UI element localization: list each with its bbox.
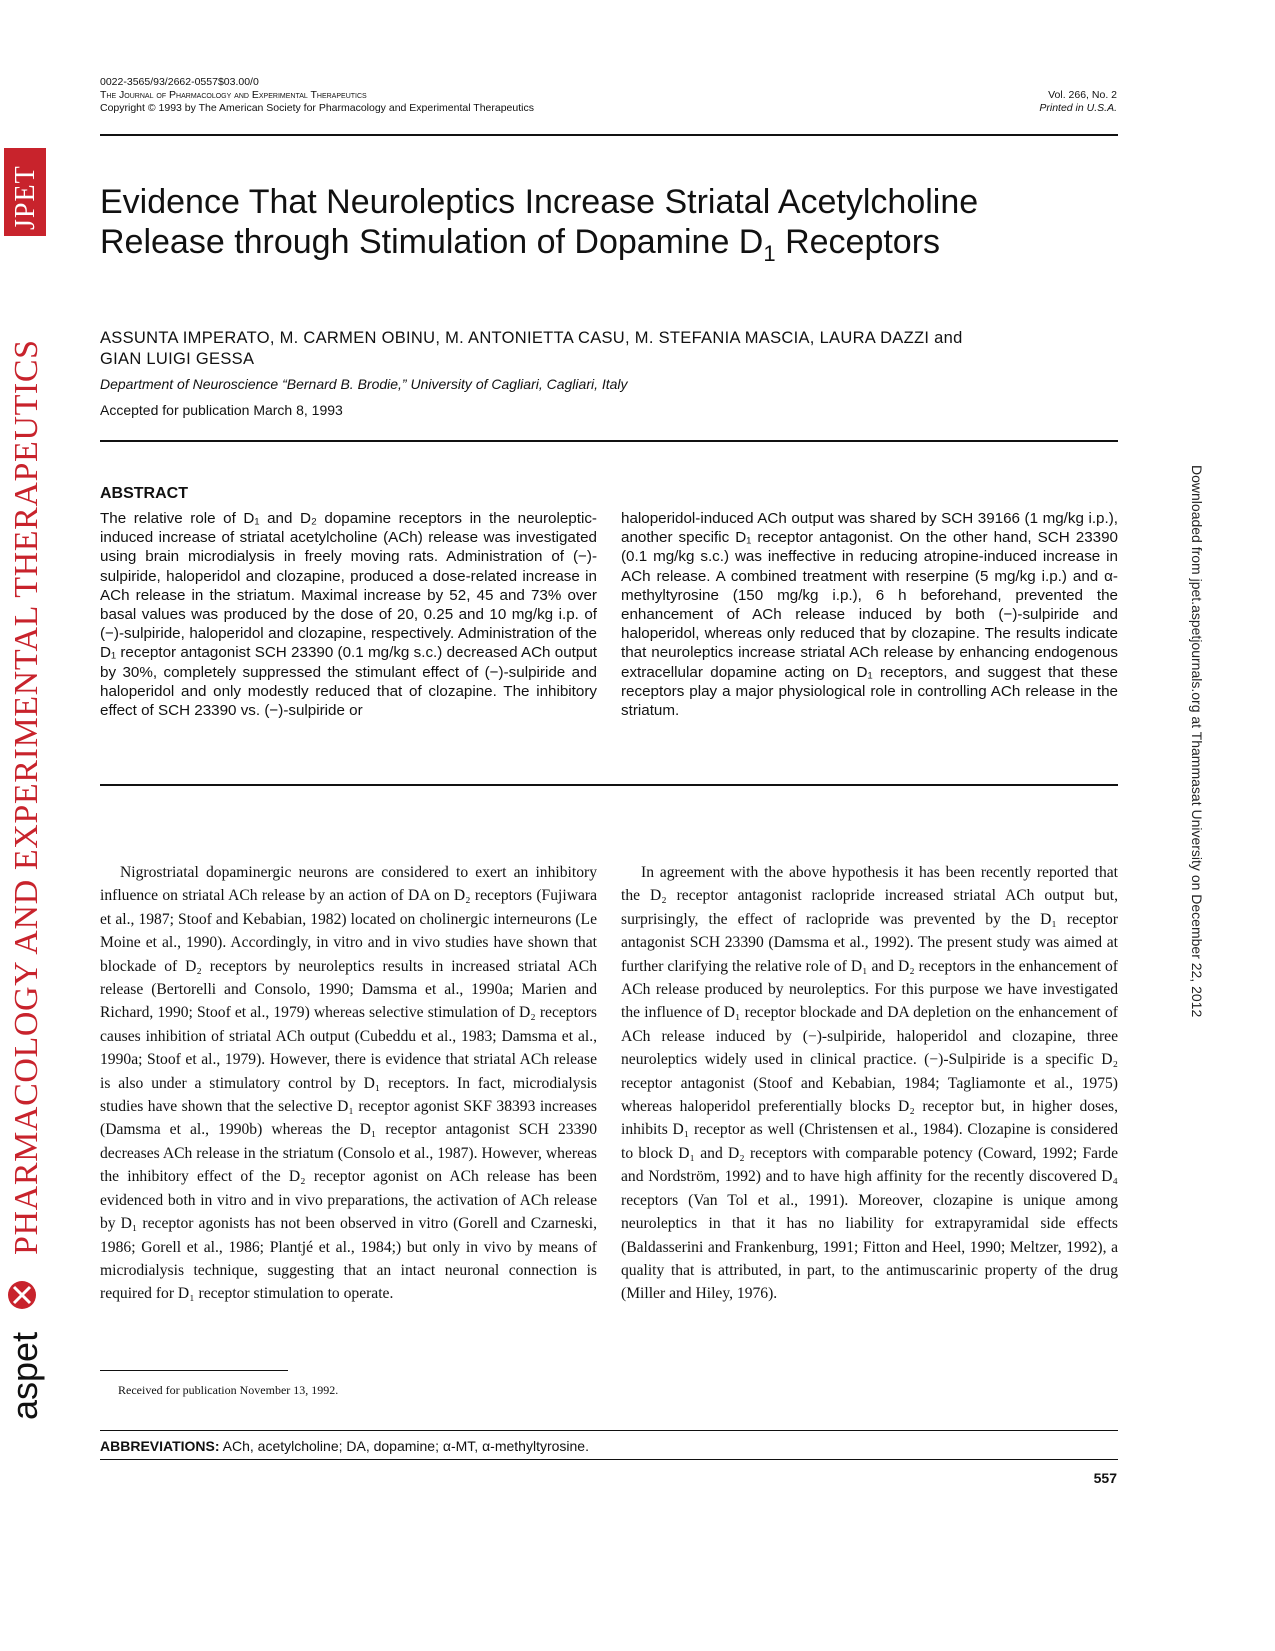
copyright: Copyright © 1993 by The American Society for Pharmacology and Experimental Therapeutics bbox=[100, 102, 534, 114]
journal-name: The Journal of Pharmacology and Experimental Therapeutics bbox=[100, 89, 367, 101]
aspet-logo-text: aspet bbox=[4, 1331, 45, 1420]
title-line-1: Evidence That Neuroleptics Increase Striatal Acetylcholine bbox=[100, 183, 979, 221]
body-col-1 bbox=[100, 861, 597, 1306]
download-note: Downloaded from jpet.aspetjournals.org at Thammasat University on December 22, 2012 bbox=[1189, 465, 1205, 1018]
affiliation: Department of Neuroscience “Bernard B. Brodie,” University of Cagliari, Cagliari, Italy bbox=[100, 376, 628, 392]
jpet-label: JPET bbox=[10, 165, 41, 230]
body-paragraph-2: In agreement with the above hypothesis it has been recently reported that the D₂ receptor antagonist raclopride increased striatal ACh output but, surprisingly, the effect of raclopride was prevented by the D₁ receptor antagonist SCH 23390 (Damsma et al., 1992). The present study was aimed at further clarifying the relative role of D₁ and D₂ receptors in the enhancement of ACh release produced by neuroleptics. For this purpose we have investigated the influence of D₁ receptor blockade and DA depletion on the enhancement of ACh release induced by (−)-sulpiride, haloperidol and clozapine, three neuroleptics widely used in clinical practice. (−)-Sulpiride is a specific D₂ receptor antagonist (Stoof and Kebabian, 1984; Tagliamonte et al., 1975) whereas haloperidol preferentially blocks D₂ receptor but, in higher doses, inhibits D₁ receptor as well (Christensen et al., 1984). Clozapine is considered to block D₁ and D₂ receptors with comparable potency (Coward, 1992; Farde and Nordström, 1992) and to have high affinity for the recently discovered D₄ receptors (Van Tol et al., 1991). Moreover, clozapine is unique among neuroleptics in that it has no liability for extrapyramidal side effects (Baldasserini and Frankenburg, 1991; Fitton and Heel, 1990; Meltzer, 1992), a quality that is attributed, in part, to the antimuscarinic property of the drug (Miller and Hiley, 1976). bbox=[621, 864, 1118, 1303]
body-paragraph-1: Nigrostriatal dopaminergic neurons are considered to exert an inhibitory influence on striatal ACh release by an action of DA on D₂ receptors (Fujiwara et al., 1987; Stoof and Kebabian, 1982) located on cholinergic interneurons (Le Moine et al., 1990). Accordingly, in vitro and in vivo studies have shown that blockade of D₂ receptors by neuroleptics results in increased striatal ACh release (Bertorelli and Consolo, 1990; Damsma et al., 1990a; Marien and Richard, 1990; Stoof et al., 1979) whereas selective stimulation of D₂ receptors causes inhibition of striatal ACh output (Cubeddu et al., 1983; Damsma et al., 1990a; Stoof et al., 1979). However, there is evidence that striatal ACh release is also under a stimulatory control by D₁ receptors. In fact, microdialysis studies have shown that the selective D₁ receptor agonist SKF 38393 increases (Damsma et al., 1990b) whereas the D₁ receptor antagonist SCH 23390 decreases ACh release in the striatum (Consolo et al., 1987). However, whereas the inhibitory effect of the D₂ receptor agonist on ACh release has been evidenced both in vitro and in vivo preparations, the activation of ACh release by D₁ receptor agonists has not been observed in vitro (Gorell and Czarneski, 1986; Gorell et al., 1986; Plantjé et al., 1984;) but only in vivo by means of microdialysis technique, suggesting that an intact neuronal connection is required for D₁ receptor stimulation to operate. bbox=[100, 864, 597, 1303]
received-footnote: Received for publication November 13, 1992. bbox=[118, 1383, 339, 1397]
body-col-2 bbox=[621, 861, 1118, 1306]
volume: Vol. 266, No. 2 bbox=[1048, 89, 1117, 101]
article-title bbox=[100, 182, 1100, 274]
header-rule bbox=[100, 134, 1118, 136]
journal-sidebar bbox=[0, 0, 50, 1651]
authors-line-2: GIAN LUIGI GESSA bbox=[100, 350, 255, 368]
page-number: 557 bbox=[1093, 1470, 1117, 1486]
authors-rule bbox=[100, 440, 1118, 442]
abstract-col-1: The relative role of D₁ and D₂ dopamine receptors in the neuroleptic-induced increase of striatal acetylcholine (ACh) release was investigated using brain microdialysis in freely moving rats. Administration of (−)-sulpiride, haloperidol and clozapine, produced a dose-related increase in ACh release in the striatum. Maximal increase by 52, 45 and 73% over basal values was produced by the dose of 20, 0.25 and 10 mg/kg i.p. of (−)-sulpiride, haloperidol and clozapine, respectively. Administration of the D₁ receptor antagonist SCH 23390 (0.1 mg/kg s.c.) decreased ACh output by 30%, completely suppressed the stimulant effect of (−)-sulpiride and haloperidol and only modestly reduced that of clozapine. The inhibitory effect of SCH 23390 vs. (−)-sulpiride or bbox=[100, 510, 597, 720]
printed-in: Printed in U.S.A. bbox=[1039, 102, 1117, 114]
abstract-col-2: haloperidol-induced ACh output was shared by SCH 39166 (1 mg/kg i.p.), another specific D₁ receptor antagonist. On the other hand, SCH 23390 (0.1 mg/kg s.c.) was ineffective in reducing atropine-induced increase in ACh release. A combined treatment with reserpine (5 mg/kg i.p.) and α-methyltyrosine (150 mg/kg i.p.), 6 h beforehand, prevented the enhancement of ACh release induced by both (−)-sulpiride and haloperidol, whereas only reduced that by clozapine. The results indicate that neuroleptics increase striatal ACh release by enhancing endogenous extracellular dopamine acting on D₁ receptors, and suggest that these receptors play a major physiological role in controlling ACh release in the striatum. bbox=[621, 510, 1118, 720]
abbreviations-text: ACh, acetylcholine; DA, dopamine; α-MT, α-methyltyrosine. bbox=[219, 1438, 589, 1454]
footnote-rule bbox=[100, 1370, 288, 1371]
abbreviations bbox=[100, 1438, 589, 1454]
abbr-rule-bottom bbox=[100, 1459, 1118, 1460]
abbreviations-label: ABBREVIATIONS: bbox=[100, 1438, 220, 1454]
sidebar-journal-name: PHARMACOLOGY AND EXPERIMENTAL THERAPEUTICS bbox=[8, 339, 45, 1255]
accepted-date: Accepted for publication March 8, 1993 bbox=[100, 402, 343, 418]
issn-code: 0022-3565/93/2662-0557$03.00/0 bbox=[100, 76, 259, 88]
abstract-heading: ABSTRACT bbox=[100, 485, 188, 502]
title-line-2: Release through Stimulation of Dopamine $D_1$ Receptors bbox=[100, 223, 941, 266]
abstract-rule bbox=[100, 784, 1118, 786]
authors-line-1: ASSUNTA IMPERATO, M. CARMEN OBINU, M. ANTONIETTA CASU, M. STEFANIA MASCIA, LAURA DAZZI and bbox=[100, 329, 963, 347]
authors bbox=[100, 328, 1118, 370]
abbr-rule-top bbox=[100, 1430, 1118, 1431]
